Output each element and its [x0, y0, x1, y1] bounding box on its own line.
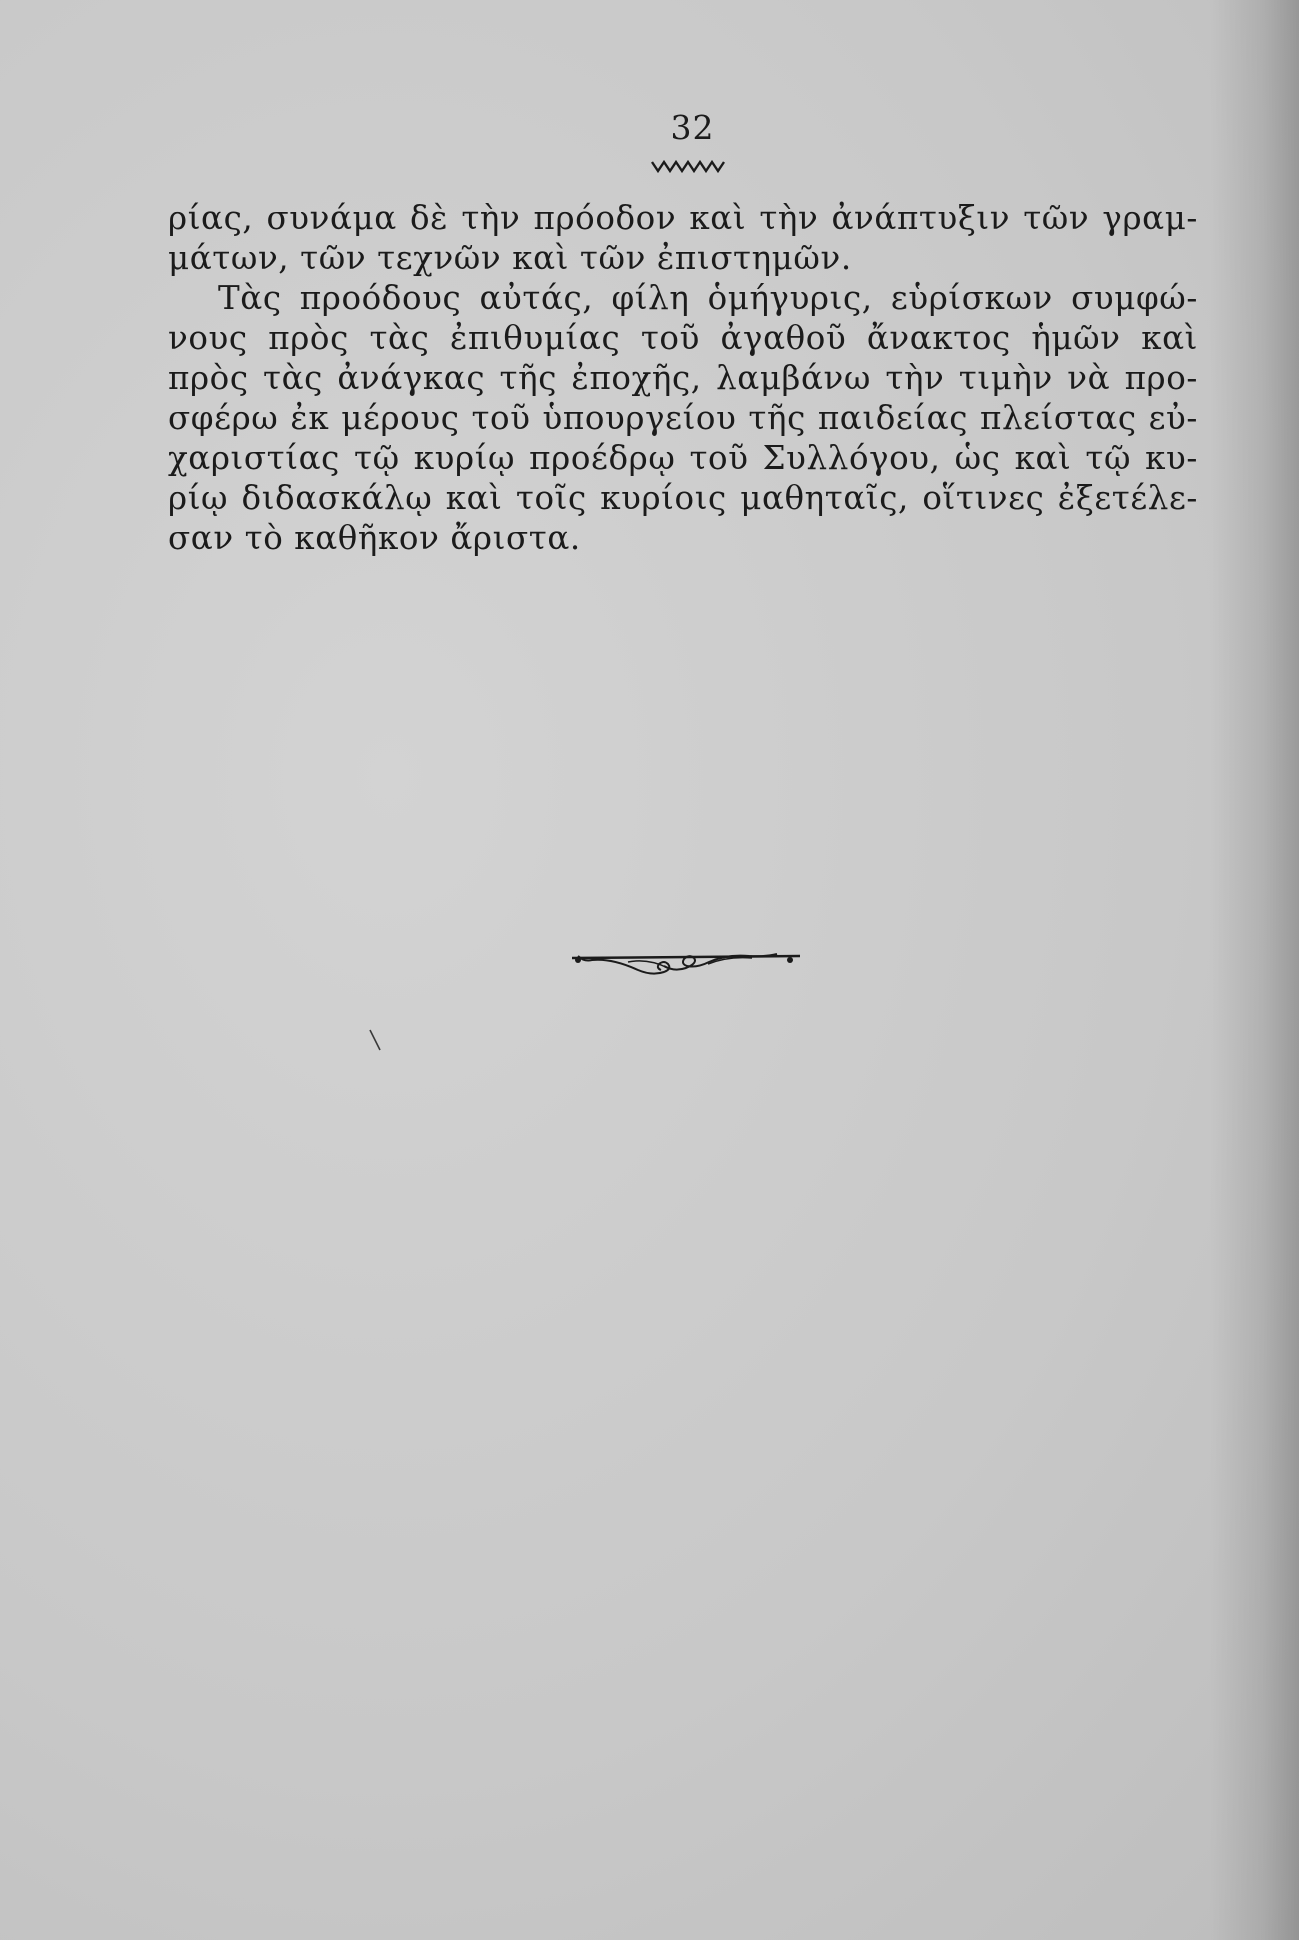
text-line: ρίῳ διδασκάλῳ καὶ τοῖς κυρίοις μαθηταῖς, οἵτινες ἐξετέλε- — [168, 479, 1198, 517]
body-text — [168, 198, 1198, 558]
text-line: νους πρὸς τὰς ἐπιθυμίας τοῦ ἀγαθοῦ ἄνακτος ἡμῶν καὶ — [168, 319, 1198, 357]
page-number: 32 — [670, 108, 715, 147]
page-number-ornament — [650, 158, 728, 174]
text-line: σαν τὸ καθῆκον ἄριστα. — [168, 519, 581, 557]
text-line: μάτων, τῶν τεχνῶν καὶ τῶν ἐπιστημῶν. — [168, 239, 852, 277]
spine-shadow — [1209, 0, 1299, 1940]
tailpiece-ornament — [568, 948, 804, 976]
text-line: πρὸς τὰς ἀνάγκας τῆς ἐποχῆς, λαμβάνω τὴν τιμὴν νὰ προ- — [168, 359, 1198, 397]
text-line: σφέρω ἐκ μέρους τοῦ ὑπουργείου τῆς παιδείας πλείστας εὐ- — [168, 399, 1198, 437]
text-line: ρίας, συνάμα δὲ τὴν πρόοδον καὶ τὴν ἀνάπτυξιν τῶν γραμ- — [168, 199, 1198, 237]
ink-mark — [368, 1028, 382, 1052]
text-line: Τὰς προόδους αὐτάς, φίλη ὁμήγυρις, εὑρίσκων συμφώ- — [218, 279, 1198, 317]
text-line: χαριστίας τῷ κυρίῳ προέδρῳ τοῦ Συλλόγου, ὡς καὶ τῷ κυ- — [168, 439, 1198, 477]
